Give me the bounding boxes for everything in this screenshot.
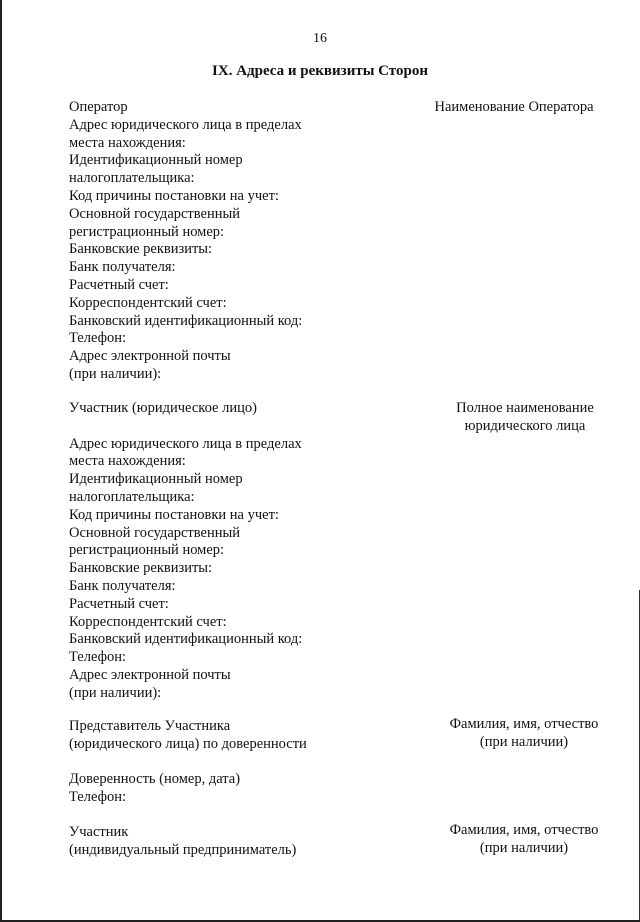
text-line: Телефон: [69, 330, 127, 347]
text-line: Код причины постановки на учет: [69, 506, 279, 523]
text-line: (при наличии) [479, 733, 569, 750]
text-line: Адрес электронной почты [69, 348, 231, 365]
text-line: Телефон: [69, 788, 127, 805]
text-line: Полное наименование [456, 400, 594, 416]
text-line: Основной государственный [69, 524, 240, 541]
text-line: Адрес электронной почты [69, 666, 231, 683]
text-line: Фамилия, имя, отчество [449, 716, 599, 732]
operator-name-field [414, 99, 614, 117]
text-line: Расчетный счет: [69, 595, 169, 612]
text-line: Оператор [69, 99, 128, 115]
text-line: (юридического лица) по доверенности [69, 735, 307, 752]
representative-name-field [424, 716, 624, 752]
text-line: Фамилия, имя, отчество [449, 822, 599, 838]
text-line: юридического лица [464, 417, 586, 434]
text-line: (при наличии): [69, 365, 162, 382]
text-line: (при наличии): [69, 684, 162, 701]
operator-details [69, 99, 369, 384]
text-line [69, 418, 369, 436]
scan-edge-left [0, 0, 2, 922]
text-line: Адрес юридического лица в пределах [69, 435, 302, 452]
text-line: регистрационный номер: [69, 223, 225, 240]
text-line: Банк получателя: [69, 259, 176, 276]
text-line: Доверенность (номер, дата) [69, 771, 241, 787]
text-line: Представитель Участника [69, 718, 231, 734]
participant-legal-details [69, 400, 369, 703]
text-line: (при наличии) [479, 839, 569, 856]
text-line: регистрационный номер: [69, 542, 225, 559]
participant-individual-details [69, 824, 369, 860]
text-line: Участник [69, 824, 129, 840]
text-line: Расчетный счет: [69, 276, 169, 293]
representative-details [69, 718, 369, 754]
text-line: места нахождения: [69, 134, 186, 151]
text-line: Основной государственный [69, 205, 240, 222]
text-line: Телефон: [69, 649, 127, 666]
participant-individual-name-field [424, 822, 624, 858]
text-line: Банковский идентификационный код: [69, 312, 303, 329]
text-line: налогоплательщика: [69, 170, 195, 187]
text-line: Банковские реквизиты: [69, 560, 213, 577]
text-line: Участник (юридическое лицо) [69, 400, 257, 416]
text-line: Банк получателя: [69, 577, 176, 594]
text-line: Корреспондентский счет: [69, 294, 227, 311]
section-title: IX. Адреса и реквизиты Сторон [212, 63, 428, 79]
text-line: Наименование Оператора [434, 99, 594, 115]
page-number: 16 [313, 31, 327, 46]
text-line: Банковские реквизиты: [69, 241, 213, 258]
text-line: Корреспондентский счет: [69, 613, 227, 630]
text-line: Идентификационный номер [69, 152, 243, 169]
text-line: Идентификационный номер [69, 471, 243, 488]
text-line: места нахождения: [69, 453, 186, 470]
text-line: налогоплательщика: [69, 488, 195, 505]
power-of-attorney-details [69, 771, 369, 807]
text-line: Адрес юридического лица в пределах [69, 116, 302, 133]
text-line: (индивидуальный предприниматель) [69, 841, 297, 858]
text-line: Банковский идентификационный код: [69, 631, 303, 648]
text-line: Код причины постановки на учет: [69, 187, 279, 204]
participant-legal-name-field [425, 400, 625, 436]
